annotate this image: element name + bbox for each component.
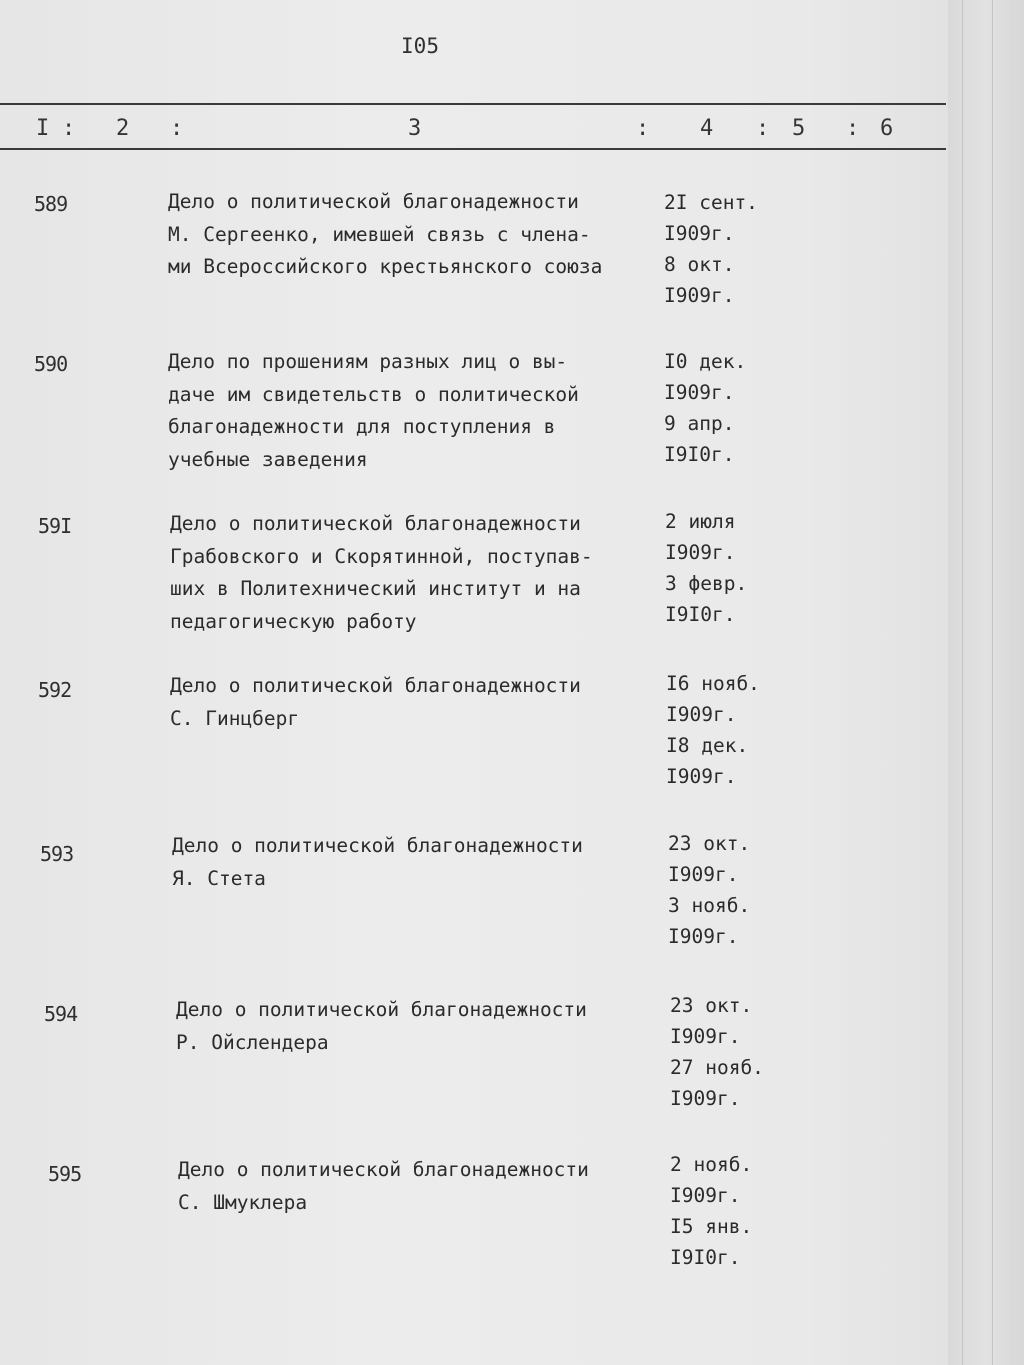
page-edge-line [992, 0, 993, 1365]
column-separator: : [62, 116, 76, 141]
entry-dates: 2 июля I909г. 3 февр. I9I0г. [665, 510, 748, 626]
entry-dates: I6 нояб. I909г. I8 дек. I909г. [666, 672, 760, 788]
entry-dates: 23 окт. I909г. 3 нояб. I909г. [668, 832, 751, 948]
header-top-rule [0, 103, 946, 105]
entry-dates: 23 окт. I909г. 27 нояб. I909г. [670, 994, 764, 1110]
entry-number: 593 [40, 842, 74, 866]
entry-number: 589 [34, 192, 68, 216]
column-separator: : [636, 116, 650, 141]
column-1-number: I [36, 116, 50, 141]
entry-number: 592 [38, 678, 72, 702]
column-header-row [0, 108, 946, 148]
page-number: I05 [401, 34, 439, 58]
entry-title: Дело о политической благонадежности С. Шмуклера [178, 1158, 589, 1214]
entry-number: 594 [44, 1002, 78, 1026]
entry-number: 595 [48, 1162, 82, 1186]
entry-title: Дело о политической благонадежности Я. Стета [172, 834, 583, 890]
entry-dates: I0 дек. I909г. 9 апр. I9I0г. [664, 350, 747, 466]
entry-title: Дело о политической благонадежности Р. Ойслендера [176, 998, 587, 1054]
column-3-number: 3 [408, 116, 422, 141]
column-separator: : [756, 116, 770, 141]
entry-number: 590 [34, 352, 68, 376]
entry-dates: 2I сент. I909г. 8 окт. I909г. [664, 191, 758, 307]
column-6-number: 6 [880, 116, 894, 141]
entry-title: Дело о политической благонадежности С. Гинцберг [170, 674, 581, 730]
entry-title: Дело о политической благонадежности М. Сергеенко, имевшей связь с члена- ми Всероссийского крестьянского союза [168, 190, 603, 278]
entry-number: 59I [38, 514, 72, 538]
page-edge-line [962, 0, 963, 1365]
header-bottom-rule [0, 148, 946, 150]
column-2-number: 2 [116, 116, 130, 141]
column-5-number: 5 [792, 116, 806, 141]
column-separator: : [846, 116, 860, 141]
next-page-edge [948, 0, 1024, 1365]
entry-dates: 2 нояб. I909г. I5 янв. I9I0г. [670, 1153, 753, 1269]
entry-title: Дело по прошениям разных лиц о вы- даче им свидетельств о политической благонадежности для поступления в учебные заведения [168, 350, 579, 471]
column-separator: : [170, 116, 184, 141]
column-4-number: 4 [700, 116, 714, 141]
entry-title: Дело о политической благонадежности Грабовского и Скорятинной, поступав- ших в Политехнический институт и на педагогическую работу [170, 512, 593, 633]
